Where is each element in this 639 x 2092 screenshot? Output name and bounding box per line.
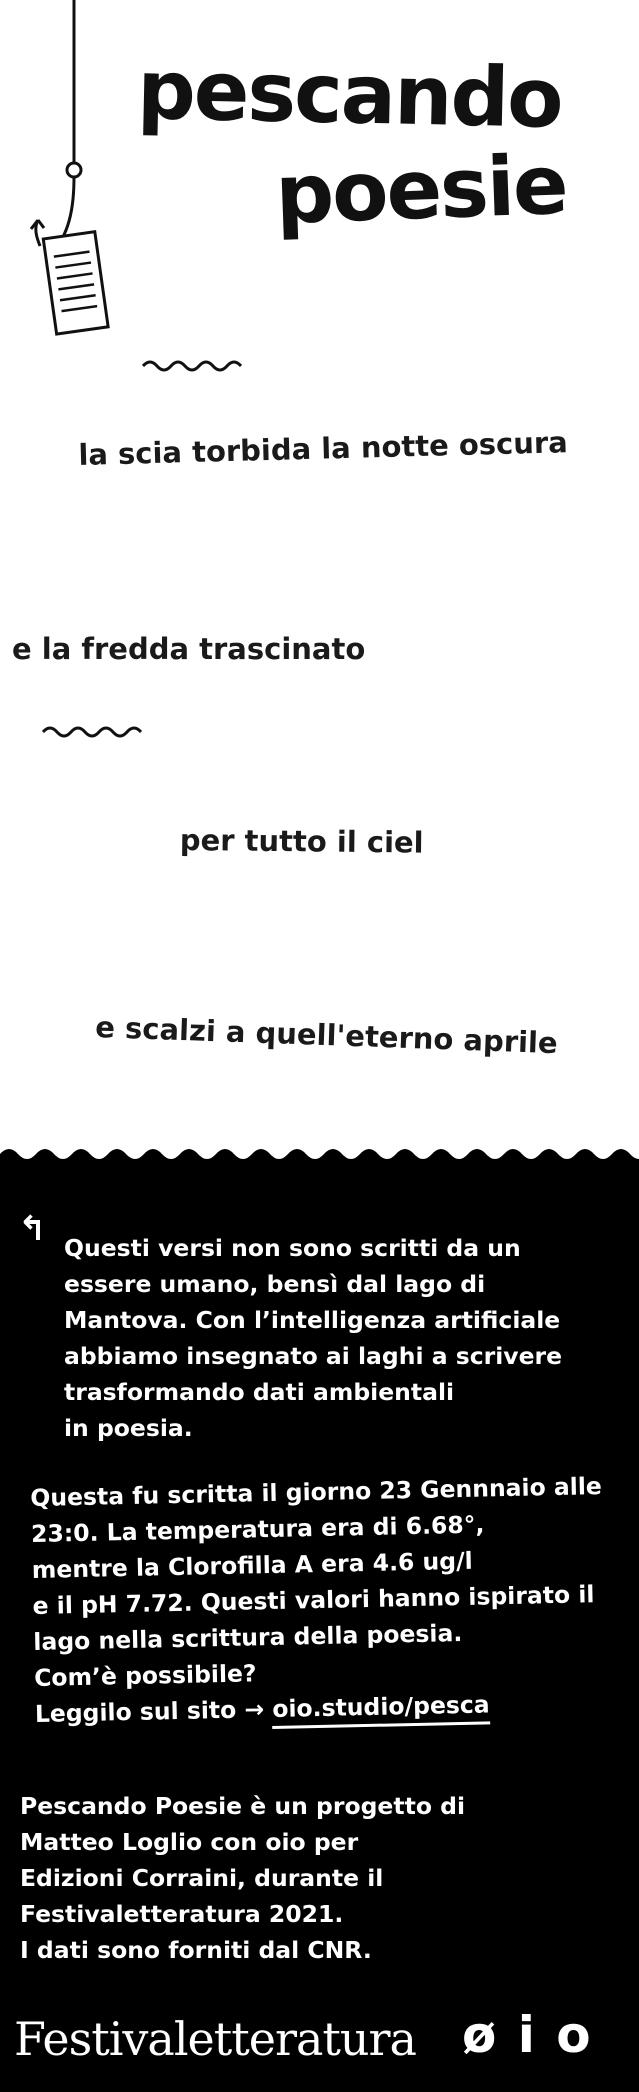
intro-paragraph: Questi versi non sono scritti da un essere umano, bensì dal lago di Mantova. Con l’intelligenza artificiale abbiamo insegnato ai laghi a scrivere trasformando dati ambientali in poesia. — [64, 1234, 563, 1442]
oio-logo: ø i o — [462, 2006, 593, 2064]
poem-line-1: la scia torbida la notte oscura — [78, 425, 569, 472]
info-section — [0, 1160, 639, 2092]
page-title-line-1: pescando — [136, 43, 563, 147]
poem-line-2: e la fredda trascinato — [12, 632, 366, 666]
wave-divider-icon — [40, 722, 148, 744]
festivaletteratura-logo: Festivaletteratura — [14, 2012, 416, 2066]
poem-line-3: per tutto il ciel — [179, 823, 424, 860]
read-prefix: Leggilo sul sito → — [34, 1695, 265, 1728]
wave-divider-icon — [140, 354, 248, 376]
page-title-line-2: poesie — [273, 137, 569, 243]
project-link[interactable]: oio.studio/pesca — [272, 1689, 490, 1729]
poem-line-4: e scalzi a quell'eterno aprile — [94, 1010, 559, 1061]
credits-paragraph: Pescando Poesie è un progetto di Matteo Loglio con oio per Edizioni Corraini, durante il Festivaletteratura 2021. I dati sono forniti dal CNR. — [20, 1792, 466, 1964]
fishing-hook-icon — [0, 0, 140, 350]
return-arrow-icon: ↰ — [18, 1209, 47, 1249]
data-paragraph: Questa fu scritta il giorno 23 Gennnaio alle 23:0. La temperatura era di 6.68°, mentre la Clorofilla A era 4.6 ug/l e il pH 7.72. Questi valori hanno ispirato il lago nella scrittura della poesia. Com’è possibile? Leggilo sul sito → oio.studio/pesca — [30, 1472, 603, 1728]
